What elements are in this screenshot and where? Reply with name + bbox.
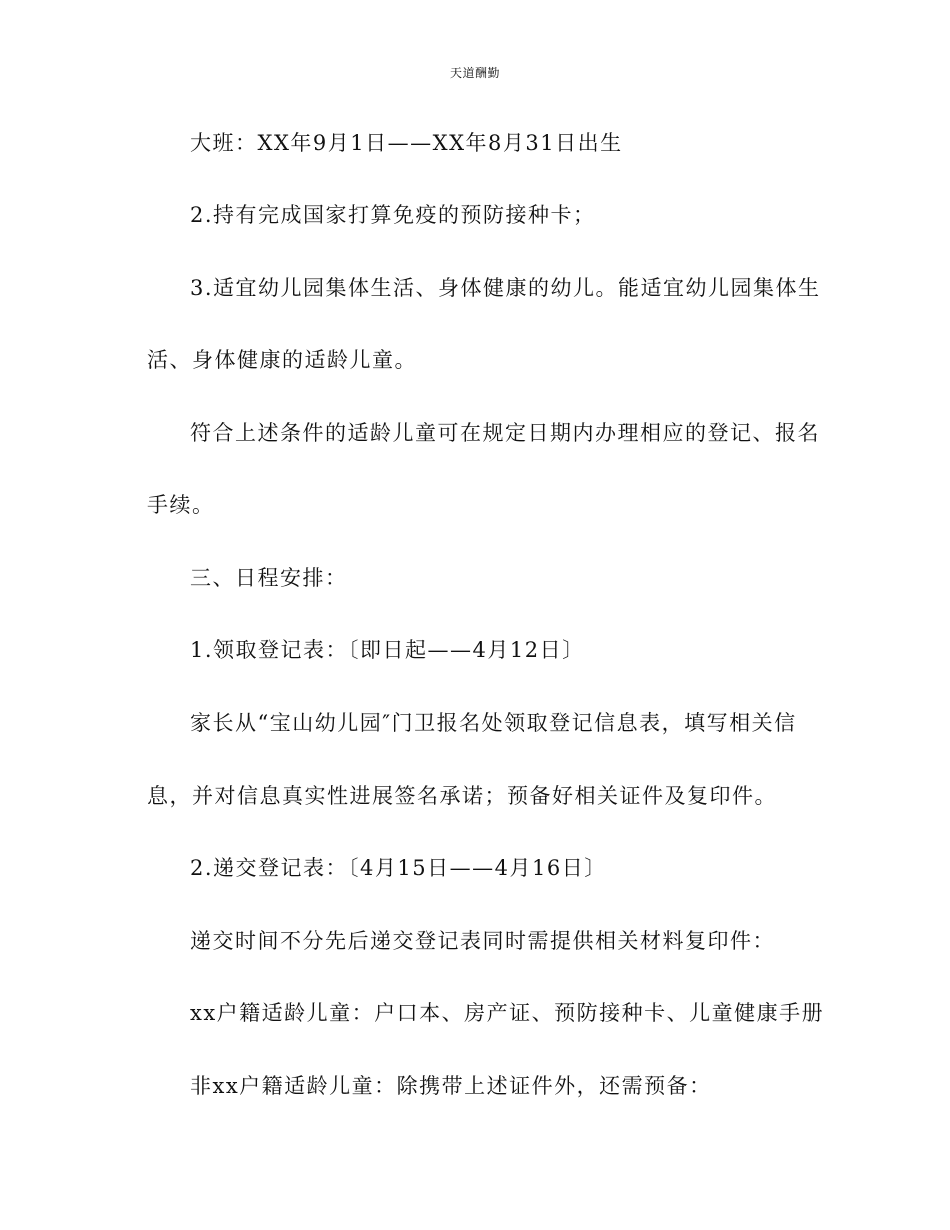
page-header: 天道酬勤 bbox=[449, 66, 500, 80]
paragraph-line: xx户籍适龄儿童：户口本、房产证、预防接种卡、儿童健康手册 bbox=[190, 1001, 825, 1025]
paragraph-line: 符合上述条件的适龄儿童可在规定日期内办理相应的登记、报名 bbox=[190, 421, 820, 445]
paragraph-line: 1.领取登记表：〔即日起——4月12日〕 bbox=[190, 638, 585, 662]
paragraph-line: 3.适宜幼儿园集体生活、身体健康的幼儿。能适宜幼儿园集体生 bbox=[190, 276, 821, 300]
paragraph-line: 手续。 bbox=[147, 493, 215, 517]
paragraph-line: 2.持有完成国家打算免疫的预防接种卡； bbox=[190, 203, 596, 227]
paragraph-line: 活、身体健康的适龄儿童。 bbox=[147, 348, 417, 372]
paragraph-line: 息，并对信息真实性进展签名承诺；预备好相关证件及复印件。 bbox=[147, 784, 777, 808]
paragraph-line: 大班：XX年9月1日——XX年8月31日出生 bbox=[190, 131, 623, 155]
paragraph-line: 家长从“宝山幼儿园″门卫报名处领取登记信息表，填写相关信 bbox=[190, 711, 797, 735]
paragraph-line: 递交时间不分先后递交登记表同时需提供相关材料复印件： bbox=[190, 929, 775, 953]
section-heading: 三、日程安排： bbox=[190, 566, 348, 590]
paragraph-line: 2.递交登记表：〔4月15日——4月16日〕 bbox=[190, 856, 607, 880]
paragraph-line: 非xx户籍适龄儿童：除携带上述证件外，还需预备： bbox=[190, 1074, 712, 1098]
